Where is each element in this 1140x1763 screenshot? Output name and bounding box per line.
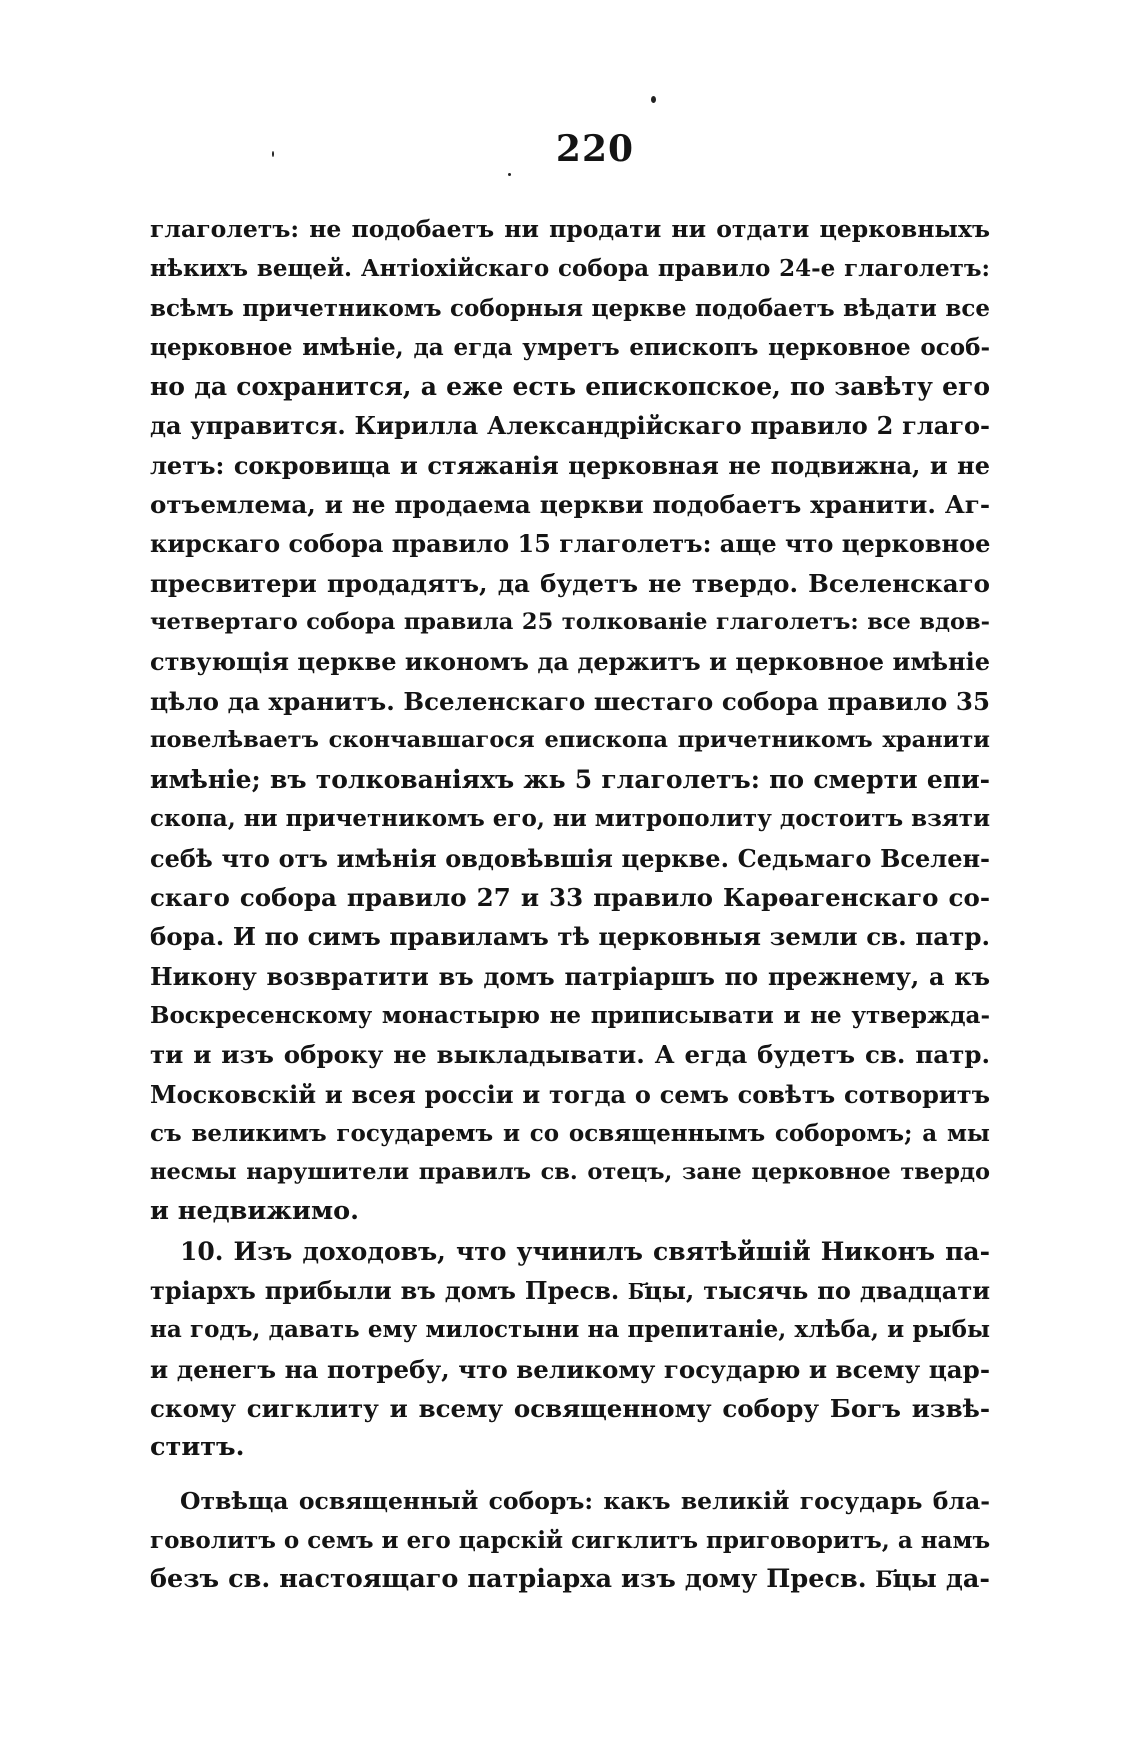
text-line: скаго собора правило 27 и 33 правило Карѳагенскаго со- bbox=[150, 883, 990, 913]
text-line: и недвижимо. bbox=[150, 1196, 360, 1227]
text-line: отъемлема, и не продаема церкви подобаетъ хранити. Аг- bbox=[150, 490, 990, 520]
ink-speck bbox=[508, 173, 511, 176]
paragraph bbox=[150, 1482, 990, 1600]
text-line: четвертаго собора правила 25 толкованіе глаголетъ: все вдов- bbox=[150, 608, 990, 635]
text-line: Отвѣща освященный соборъ: какъ великій государь бла- bbox=[180, 1486, 990, 1515]
text-line: да управится. Кирилла Александрійскаго правило 2 глаго- bbox=[150, 411, 990, 441]
text-line: летъ: сокровища и стяжанія церковная не подвижна, и не bbox=[150, 450, 990, 480]
text-line: повелѣваетъ скончавшагося епископа причетникомъ хранити bbox=[150, 726, 990, 753]
text-line: тріархъ прибыли въ домъ Пресв. Б҃цы, тысячь по двадцати bbox=[150, 1276, 990, 1306]
text-line: ствующія церкве икономъ да держитъ и церковное имѣніе bbox=[150, 647, 990, 677]
paragraph-gap bbox=[150, 1468, 990, 1482]
text-line: цѣло да хранитъ. Вселенскаго шестаго собора правило 35 bbox=[150, 686, 990, 716]
text-line: церковное имѣніе, да егда умретъ епископъ церковное особ- bbox=[150, 333, 990, 361]
body-text bbox=[150, 210, 990, 1599]
text-line: пресвитери продадятъ, да будетъ не твердо. Вселенскаго bbox=[150, 568, 990, 598]
text-line: несмы нарушители правилъ св. отецъ, зане церковное твердо bbox=[150, 1159, 990, 1186]
text-line: глаголетъ: не подобаетъ ни продати ни отдати церковныхъ bbox=[150, 215, 990, 243]
text-line: ти и изъ оброку не выкладывати. А егда будетъ св. патр. bbox=[150, 1040, 990, 1070]
text-line: себѣ что отъ имѣнія овдовѣвшія церкве. Седьмаго Вселен- bbox=[150, 843, 990, 873]
text-line: скопа, ни причетникомъ его, ни митрополиту достоитъ взяти bbox=[150, 805, 991, 833]
text-line: Московскій и всея россіи и тогда о семъ совѣтъ сотворитъ bbox=[150, 1079, 990, 1109]
text-line: 10. Изъ доходовъ, что учинилъ святѣйшій Никонъ па- bbox=[180, 1236, 990, 1266]
text-line: Никону возвратити въ домъ патріаршъ по прежнему, а къ bbox=[150, 961, 990, 991]
text-line: бора. И по симъ правиламъ тѣ церковныя земли св. патр. bbox=[150, 922, 990, 952]
text-line: скому сигклиту и всему освященному собору Богъ извѣ- bbox=[150, 1393, 990, 1423]
text-line: ститъ. bbox=[150, 1432, 245, 1463]
text-line: говолитъ о семъ и его царскій сигклитъ приговоритъ, а намъ bbox=[150, 1526, 991, 1554]
text-line: Воскресенскому монастырю не приписывати и не утвержда- bbox=[150, 1001, 990, 1029]
text-line: имѣніе; въ толкованіяхъ жь 5 глаголетъ: по смерти епи- bbox=[150, 765, 990, 795]
text-line: и денегъ на потребу, что великому государю и всему цар- bbox=[150, 1354, 990, 1384]
text-line: всѣмъ причетникомъ соборныя церкве подобаетъ вѣдати все bbox=[150, 294, 990, 322]
text-line: но да сохранится, а еже есть епископское, по завѣту его bbox=[150, 372, 990, 402]
text-line: нѣкихъ вещей. Антіохійскаго собора правило 24-е глаголетъ: bbox=[150, 255, 990, 283]
page-number: 220 bbox=[555, 128, 635, 170]
paragraph bbox=[150, 1232, 990, 1468]
text-line: на годъ, давать ему милостыни на препитаніе, хлѣба, и рыбы bbox=[150, 1316, 990, 1344]
ink-speck bbox=[651, 96, 656, 103]
text-line: кирскаго собора правило 15 глаголетъ: аще что церковное bbox=[150, 529, 991, 559]
paragraph bbox=[150, 210, 990, 1232]
text-line: съ великимъ государемъ и со освященнымъ соборомъ; а мы bbox=[150, 1119, 990, 1147]
text-line: безъ св. настоящаго патріарха изъ дому Пресв. Б҃цы да- bbox=[150, 1564, 990, 1595]
